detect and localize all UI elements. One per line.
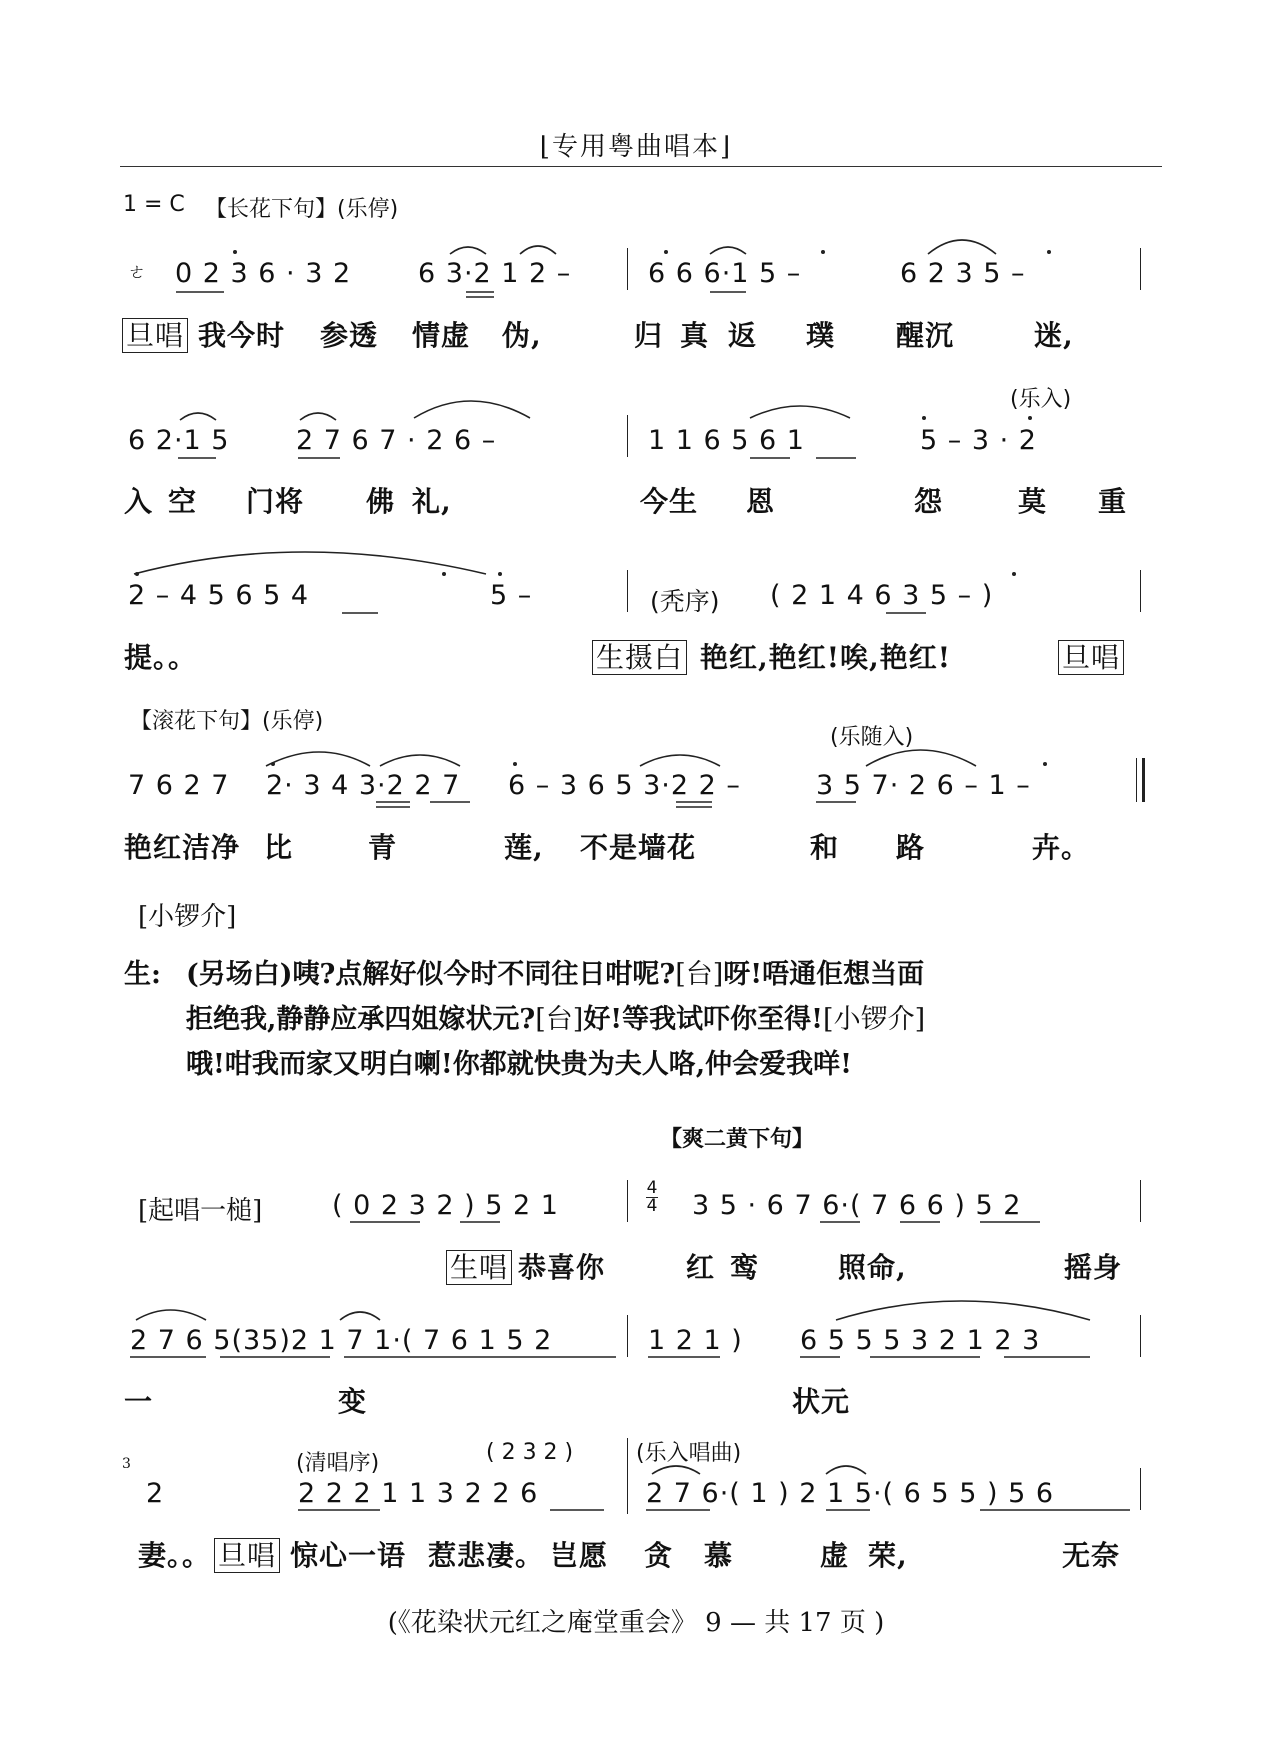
lyric: 艳红洁净 bbox=[124, 831, 241, 864]
lyric: 慕 bbox=[704, 1539, 734, 1572]
lyric: 伪, bbox=[502, 319, 542, 352]
lyric: 迷, bbox=[1034, 319, 1074, 352]
r1-notes-d: 6 2 3 5 – bbox=[900, 258, 1026, 289]
r1-notes-a: 0 2 3 6 · 3 2 bbox=[175, 258, 352, 289]
speech-line-2: 拒绝我,静静应承四姐嫁状元?[台]好!等我试吓你至得![小锣介] bbox=[186, 1004, 926, 1035]
speech-speaker: 生: bbox=[124, 959, 161, 990]
lyric: 荣, bbox=[868, 1539, 908, 1572]
speech-line-3: 哦!咁我而家又明白喇!你都就快贵为夫人咯,仲会爱我咩! bbox=[186, 1049, 852, 1080]
header-bracket-right: ⌋ bbox=[720, 132, 733, 162]
lyric: 红 bbox=[686, 1251, 716, 1284]
lyric: 璞 bbox=[806, 319, 836, 352]
lyric: 提。。 bbox=[124, 641, 198, 674]
interlude-label: (秃序) bbox=[650, 587, 720, 616]
speech-line-1: (另场白)咦?点解好似今时不同往日咁呢?[台]呀!唔通佢想当面 bbox=[186, 959, 925, 990]
lyric: 重 bbox=[1098, 485, 1128, 518]
lyric: 一 bbox=[124, 1385, 154, 1418]
anno-music-follow: (乐随入) bbox=[830, 725, 914, 750]
time-signature: 4 4 bbox=[646, 1178, 658, 1216]
r5-notes-b: 3 5 · 6 7 6·( 7 6 6 ) 5 2 bbox=[692, 1190, 1022, 1221]
lyric: 参透 bbox=[320, 319, 379, 352]
lyric: 返 bbox=[728, 319, 758, 352]
section-title-3: 【爽二黄下句】 bbox=[660, 1127, 815, 1152]
lyric: 怨 bbox=[914, 485, 944, 518]
section-title-1: 【长花下句】(乐停) bbox=[205, 197, 399, 222]
cue-small-gong: [小锣介] bbox=[138, 902, 237, 932]
r4-notes-c: 6 – 3 6 5 3·2 2 – bbox=[508, 770, 741, 801]
lyric: 变 bbox=[338, 1385, 368, 1418]
role-tag: 旦唱 bbox=[1058, 636, 1124, 676]
cue-start-sing: [起唱一槌] bbox=[138, 1196, 263, 1226]
lyric: 归 bbox=[634, 319, 664, 352]
interlude-notes: ( 2 1 4 6 3 5 – ) bbox=[770, 580, 994, 611]
role-tag: 生唱 bbox=[446, 1246, 512, 1286]
lyric: 恩 bbox=[746, 485, 776, 518]
anno-bracket-notes: ( 2 3 2 ) bbox=[486, 1440, 574, 1465]
header-bracket-left: ⌊ bbox=[539, 132, 552, 162]
r4-notes-b: 2· 3 4 3·2 2 7 bbox=[266, 770, 461, 801]
lyric: 今生 bbox=[640, 485, 699, 518]
lyric: 空 bbox=[168, 485, 198, 518]
r3-notes-a: 2 – 4 5 6 5 4 bbox=[128, 580, 310, 611]
lyric: 入 bbox=[124, 485, 154, 518]
r6-notes-c: 6 5 5 5 3 2 1 2 3 bbox=[800, 1325, 1041, 1356]
role-tag: 旦唱 bbox=[122, 314, 188, 354]
grace-note: 3 bbox=[122, 1456, 131, 1472]
lyric: 醒沉 bbox=[896, 319, 955, 352]
lyric: 莲, bbox=[504, 831, 544, 864]
r6-notes-a: 2 7 6 5(35)2 1 7 1·( 7 6 1 5 2 bbox=[130, 1325, 553, 1356]
lyric: 和 bbox=[810, 831, 840, 864]
lyric: 鸾 bbox=[730, 1251, 760, 1284]
lyric: 惊心一语 bbox=[290, 1539, 407, 1572]
r7-notes-b: 2 2 2 1 1 3 2 2 6 bbox=[298, 1478, 539, 1509]
lyric: 岂愿 bbox=[550, 1539, 609, 1572]
key-signature: 1 = C bbox=[123, 192, 185, 217]
lyric: 状元 bbox=[792, 1385, 851, 1418]
lyric: 莫 bbox=[1018, 485, 1048, 518]
r5-notes-a: ( 0 2 3 2 ) 5 2 1 bbox=[332, 1190, 559, 1221]
r6-notes-b: 1 2 1 ) bbox=[648, 1325, 743, 1356]
lyric: 摇身 bbox=[1064, 1251, 1123, 1284]
anno-music-in: (乐入) bbox=[1010, 387, 1072, 412]
lyric: 比 bbox=[264, 831, 294, 864]
role-tag: 旦唱 bbox=[214, 1534, 280, 1574]
lyric: 路 bbox=[896, 831, 926, 864]
lyric: 照命, bbox=[838, 1251, 907, 1284]
role-tag: 生摄白 bbox=[592, 636, 687, 676]
lyric: 惹悲凄。 bbox=[428, 1539, 545, 1572]
r2-notes-c: 1 1 6 5 6 1 bbox=[648, 425, 805, 456]
lyric: 我今时 bbox=[198, 319, 286, 352]
r2-notes-a: 6 2·1 5 bbox=[128, 425, 230, 456]
r4-notes-a: 7 6 2 7 bbox=[128, 770, 230, 801]
free-meter-sign: ㄜ bbox=[128, 262, 147, 283]
lyric: 恭喜你 bbox=[518, 1251, 606, 1284]
lyric: 卉。 bbox=[1032, 831, 1091, 864]
lyric: 佛 bbox=[366, 485, 396, 518]
section-title-2: 【滚花下句】(乐停) bbox=[130, 709, 324, 734]
r7-notes-c: 2 7 6·( 1 ) 2 1 5·( 6 5 5 ) 5 6 bbox=[646, 1478, 1055, 1509]
anno-clear-sing: (清唱序) bbox=[296, 1451, 380, 1476]
lyric: 青 bbox=[368, 831, 398, 864]
page-footer: (《花染状元红之庵堂重会》 9 — 共 17 页 ) bbox=[387, 1608, 885, 1638]
r2-notes-b: 2 7 6 7 · 2 6 – bbox=[296, 425, 497, 456]
lyric: 真 bbox=[680, 319, 710, 352]
header-title: 专用粤曲唱本 bbox=[551, 132, 720, 162]
r1-notes-c: 6 6 6·1 5 – bbox=[648, 258, 802, 289]
r2-notes-d: 5 – 3 · 2 bbox=[920, 425, 1037, 456]
spoken-line: 艳红,艳红!唉,艳红! bbox=[700, 641, 952, 674]
lyric: 无奈 bbox=[1062, 1539, 1121, 1572]
anno-music-in-sing: (乐入唱曲) bbox=[636, 1441, 742, 1466]
r7-notes-a: 2 bbox=[146, 1478, 165, 1509]
lyric: 贪 bbox=[644, 1539, 674, 1572]
lyric: 情虚 bbox=[412, 319, 471, 352]
r4-notes-d: 3 5 7· 2 6 – 1 – bbox=[816, 770, 1031, 801]
lyric: 礼, bbox=[412, 485, 452, 518]
lyric: 妻。。 bbox=[138, 1539, 212, 1572]
lyric: 虚 bbox=[820, 1539, 850, 1572]
r3-notes-b: 5 – bbox=[490, 580, 533, 611]
r1-notes-b: 6 3·2 1 2 – bbox=[418, 258, 572, 289]
lyric: 门将 bbox=[246, 485, 305, 518]
lyric: 不是墙花 bbox=[580, 831, 697, 864]
